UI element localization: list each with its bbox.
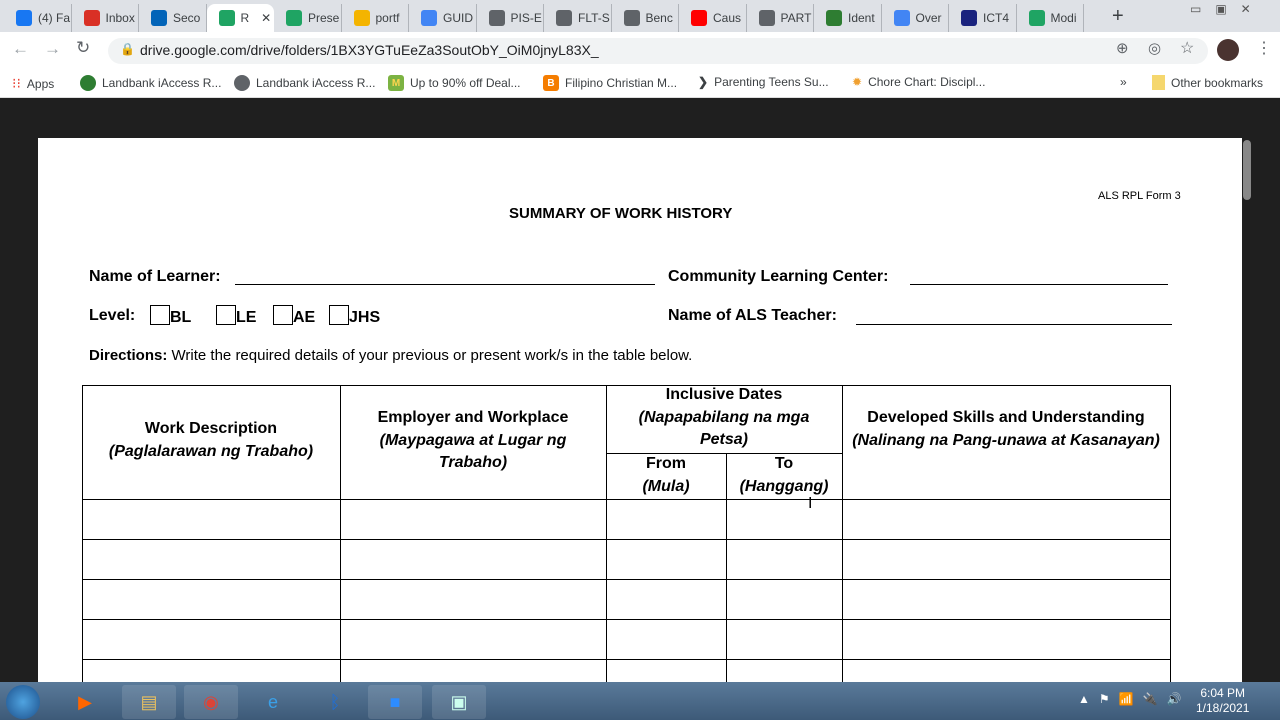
clc-line [910, 284, 1168, 285]
tab-label: Ident [848, 11, 875, 25]
tab[interactable] [1017, 4, 1085, 32]
tray-icons[interactable]: ▲⚑📶🔌🔊 [1078, 692, 1191, 706]
drive-icon [1029, 10, 1045, 26]
screen-app-icon[interactable]: ▣ [432, 685, 486, 719]
bookmark-apps[interactable]: ⁝⁝ Apps [12, 75, 55, 91]
landbank-icon [80, 75, 96, 91]
tab[interactable] [342, 4, 410, 32]
tab-label: (4) Fa [38, 11, 71, 25]
tab-label: FLT-S [578, 11, 610, 25]
tab-label: PART [780, 11, 812, 25]
tab[interactable] [679, 4, 747, 32]
tab-label: Benc [645, 11, 673, 25]
tab-label: Seco [173, 11, 201, 25]
taskbar [0, 682, 1280, 720]
teacher-label: Name of ALS Teacher: [668, 307, 837, 324]
bookmarks-bar [0, 68, 1280, 98]
sun-icon: ✹ [852, 75, 863, 89]
back-icon[interactable]: ← [12, 39, 29, 58]
star-icon[interactable]: ☆ [1180, 40, 1195, 57]
onedrive-icon [151, 10, 167, 26]
globe-icon [624, 10, 640, 26]
blogger-icon: B [543, 75, 559, 91]
tab[interactable] [274, 4, 342, 32]
folder-icon [1152, 75, 1165, 90]
bookmark-item[interactable]: B Filipino Christian M... [543, 75, 677, 91]
bookmark-item[interactable]: ❯ Parenting Teens Su... [698, 75, 829, 89]
tab[interactable] [882, 4, 950, 32]
header-skills: Developed Skills and Understanding (Nalinang na Pang-unawa at Kasanayan) [852, 409, 1160, 449]
tab-label: Over [915, 11, 942, 25]
forward-icon[interactable]: → [44, 39, 61, 58]
tab[interactable] [72, 4, 140, 32]
sites-icon [961, 10, 977, 26]
scrollbar[interactable] [1243, 140, 1251, 200]
other-bookmarks[interactable]: Other bookmarks [1152, 75, 1263, 90]
reload-icon[interactable]: ↻ [76, 38, 91, 57]
bookmark-item[interactable]: ✹ Chore Chart: Discipl... [852, 75, 986, 89]
level-label: Level: [89, 307, 136, 324]
bookmark-item[interactable]: Landbank iAccess R... [80, 75, 221, 91]
internet-explorer-icon[interactable]: e [267, 691, 278, 712]
apps-grid-icon: ⁝⁝ [12, 75, 21, 91]
header-employer: Employer and Workplace (Maypagawa at Lugar ng Trabaho) [377, 409, 569, 471]
add-icon[interactable]: ⊕ [1116, 40, 1129, 57]
chevron-icon: ❯ [698, 75, 709, 89]
google-icon [894, 10, 910, 26]
bookmark-item[interactable]: M Up to 90% off Deal... [388, 75, 521, 91]
level-ae[interactable]: AE [273, 305, 315, 327]
name-label: Name of Learner: [89, 268, 221, 285]
checkbox[interactable] [150, 305, 170, 325]
tab[interactable] [747, 4, 815, 32]
level-jhs[interactable]: JHS [329, 305, 380, 327]
chrome-icon[interactable]: ◉ [184, 685, 238, 719]
address-bar[interactable] [108, 38, 1208, 64]
clc-label: Community Learning Center: [668, 268, 889, 285]
tab[interactable] [477, 4, 545, 32]
file-explorer-icon[interactable]: ▤ [122, 685, 176, 719]
tab[interactable] [207, 4, 275, 32]
tab-label: R [240, 11, 250, 25]
url-text: drive.google.com/drive/folders/1BX3YGTuEeZa3SoutObY_OiM0jnyL83X_ [140, 42, 599, 58]
header-from: From (Mula) [642, 455, 690, 495]
slides-icon [354, 10, 370, 26]
globe-icon [759, 10, 775, 26]
form-id: ALS RPL Form 3 [1098, 190, 1181, 202]
teacher-line [856, 324, 1172, 325]
checkbox[interactable] [273, 305, 293, 325]
menu-icon[interactable]: ⋮ [1256, 40, 1272, 57]
start-button[interactable] [6, 685, 40, 719]
media-player-icon[interactable]: ▶ [78, 691, 92, 712]
name-line [235, 284, 655, 285]
bookmark-item[interactable]: Landbank iAccess R... [234, 75, 375, 91]
tab[interactable] [4, 4, 72, 32]
more-bookmarks-icon[interactable]: » [1120, 75, 1127, 89]
tab[interactable] [612, 4, 680, 32]
checkbox[interactable] [329, 305, 349, 325]
tab[interactable] [139, 4, 207, 32]
tab[interactable] [814, 4, 882, 32]
new-tab-button[interactable]: + [1112, 5, 1124, 27]
gmail-icon [84, 10, 100, 26]
globe-icon [489, 10, 505, 26]
doc-title: SUMMARY OF WORK HISTORY [509, 205, 733, 222]
tab-label: GUID [443, 11, 473, 25]
document-preview [38, 138, 1242, 682]
header-work-description: Work Description (Paglalarawan ng Trabaho) [108, 420, 314, 460]
docs-icon [421, 10, 437, 26]
level-le[interactable]: LE [216, 305, 256, 327]
zoom-icon[interactable]: ■ [368, 685, 422, 719]
avatar[interactable] [1217, 39, 1239, 61]
tab-label: Caus [713, 11, 742, 25]
l5-icon [826, 10, 842, 26]
tab-label: PIS-E [510, 11, 542, 25]
tab-label: Prese [308, 11, 340, 25]
clock[interactable]: 6:04 PM 1/18/2021 [1196, 686, 1250, 715]
tab-label: portf [375, 11, 400, 25]
tab-label: ICT4 [983, 11, 1010, 25]
text-cursor-icon: I [808, 495, 813, 512]
header-to: To (Hanggang) [739, 455, 829, 495]
tab-strip [0, 0, 1280, 32]
lock-icon: 🔒 [120, 42, 135, 56]
drive-icon [219, 10, 235, 26]
tab-label: Inbox [105, 11, 135, 25]
level-bl[interactable]: BL [150, 305, 191, 327]
checkbox[interactable] [216, 305, 236, 325]
tab-label: Modi [1050, 11, 1077, 25]
tab[interactable] [949, 4, 1017, 32]
globe-icon [556, 10, 572, 26]
tab[interactable] [409, 4, 477, 32]
close-tab-icon[interactable]: ✕ [261, 11, 272, 25]
header-inclusive-dates: Inclusive Dates (Napapabilang na mga Petsa) [638, 386, 810, 448]
youtube-icon [691, 10, 707, 26]
directions: Directions: Write the required details of your previous or present work/s in the table below. [89, 347, 693, 364]
drive-icon [286, 10, 302, 26]
eye-off-icon[interactable]: ◎ [1148, 40, 1162, 57]
bluetooth-icon[interactable]: ᛒ [329, 691, 341, 712]
m-icon: M [388, 75, 404, 91]
globe-icon [234, 75, 250, 91]
tab[interactable] [544, 4, 612, 32]
window-controls[interactable]: ▭▣✕ [1190, 2, 1265, 16]
facebook-icon [16, 10, 32, 26]
